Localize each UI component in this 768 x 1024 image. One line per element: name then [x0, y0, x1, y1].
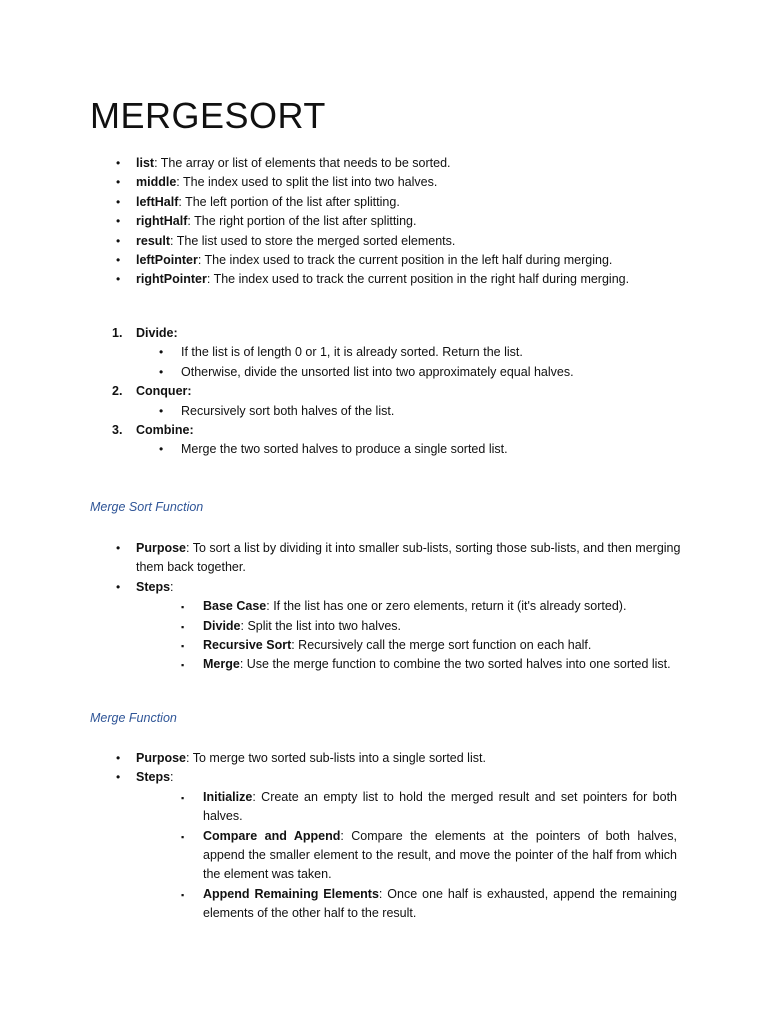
purpose-label: Purpose	[136, 751, 187, 765]
list-item	[0, 402, 768, 421]
step-desc: : Recursively call the merge sort function on each half.	[291, 638, 592, 653]
list-item	[0, 363, 768, 382]
square-bullet-icon: ▪	[181, 889, 185, 900]
step-term: Base Case	[203, 599, 267, 614]
list-item	[0, 232, 768, 251]
square-bullet-icon: ▪	[181, 660, 185, 671]
phases-list	[0, 324, 768, 460]
term: middle	[136, 175, 177, 190]
step-desc: : Split the list into two halves.	[240, 618, 402, 633]
bullet-icon: •	[159, 403, 164, 418]
bullet-icon: •	[116, 770, 121, 785]
term: rightHalf	[136, 214, 188, 229]
list-item	[0, 885, 768, 924]
steps-label: Steps	[136, 579, 171, 594]
square-bullet-icon: ▪	[181, 792, 185, 803]
list-item	[0, 617, 768, 636]
list-item	[0, 827, 768, 885]
square-bullet-icon: ▪	[181, 831, 185, 842]
purpose-label: Purpose	[136, 541, 187, 555]
bullet-icon: •	[159, 364, 164, 379]
merge-sort-heading: Merge Sort Function	[90, 500, 204, 514]
list-item	[0, 768, 768, 787]
bullet-icon: •	[116, 156, 121, 170]
list-item	[0, 578, 768, 597]
term: leftPointer	[136, 253, 198, 268]
steps-label: Steps	[136, 770, 171, 785]
bullet-icon: •	[116, 214, 121, 229]
purpose-text: : To merge two sorted sub-lists into a single sorted list.	[186, 751, 486, 765]
square-bullet-icon: ▪	[181, 621, 185, 632]
bullet-icon: •	[116, 541, 121, 555]
steps-colon: :	[170, 770, 174, 785]
square-bullet-icon: ▪	[181, 641, 185, 652]
phase-number: 2.	[112, 384, 123, 399]
bullet-icon: •	[116, 751, 121, 765]
phase-detail: If the list is of length 0 or 1, it is already sorted. Return the list.	[181, 345, 523, 360]
step-term: Recursive Sort	[203, 638, 292, 653]
phase-item	[0, 324, 768, 343]
bullet-icon: •	[116, 175, 121, 190]
phase-detail: Merge the two sorted halves to produce a single sorted list.	[181, 442, 508, 457]
merge-sort-section	[0, 539, 768, 675]
term: result	[136, 233, 171, 248]
step-term: Compare and Append	[203, 828, 341, 843]
description: : The left portion of the list after splitting.	[178, 194, 400, 209]
phase-label: Combine:	[136, 423, 194, 438]
variables-list	[0, 154, 768, 290]
list-item	[0, 597, 768, 616]
description: : The array or list of elements that needs to be sorted.	[154, 156, 451, 170]
step-desc: : Use the merge function to combine the two sorted halves into one sorted list.	[239, 657, 671, 672]
list-item	[0, 636, 768, 655]
description: : The list used to store the merged sorted elements.	[170, 233, 456, 248]
description: : The index used to track the current position in the left half during merging.	[197, 253, 613, 268]
list-item	[0, 193, 768, 212]
bullet-icon: •	[159, 345, 164, 360]
list-item	[0, 154, 768, 173]
step-term: Divide	[203, 618, 241, 633]
description: : The index used to split the list into two halves.	[176, 175, 438, 190]
step-desc: : Compare the elements at the pointers of both halves, append the smaller element to the result, and move the pointer of the half from which the element was taken.	[203, 828, 677, 882]
bullet-icon: •	[159, 442, 164, 457]
term: leftHalf	[136, 194, 179, 209]
description: : The index used to track the current position in the right half during merging.	[206, 272, 630, 287]
bullet-icon: •	[116, 272, 121, 287]
bullet-icon: •	[116, 233, 121, 248]
list-item	[0, 343, 768, 362]
phase-number: 3.	[112, 423, 123, 438]
step-term: Initialize	[203, 789, 253, 804]
steps-colon: :	[170, 579, 174, 594]
purpose-text: : To sort a list by dividing it into smaller sub-lists, sorting those sub-lists, and then merging them back together.	[136, 541, 681, 575]
list-item	[0, 440, 768, 459]
merge-heading: Merge Function	[90, 711, 177, 725]
bullet-icon: •	[116, 194, 121, 209]
bullet-icon: •	[116, 253, 121, 268]
description: : The right portion of the list after splitting.	[187, 214, 417, 229]
step-desc: : Once one half is exhausted, append the remaining elements of the other half to the result.	[203, 886, 677, 921]
list-item	[0, 749, 768, 768]
list-item	[0, 655, 768, 674]
phase-label: Divide:	[136, 326, 178, 340]
list-item	[0, 212, 768, 231]
list-item	[0, 173, 768, 192]
square-bullet-icon: ▪	[181, 602, 185, 613]
term: list	[136, 156, 155, 170]
step-term: Append Remaining Elements	[203, 886, 379, 901]
merge-section	[0, 749, 768, 924]
phase-label: Conquer:	[136, 384, 192, 399]
list-item	[0, 270, 768, 289]
bullet-icon: •	[116, 579, 121, 594]
list-item	[0, 539, 768, 578]
phase-item	[0, 382, 768, 401]
page-title: MERGESORT	[90, 95, 326, 136]
term: rightPointer	[136, 272, 207, 287]
phase-detail: Otherwise, divide the unsorted list into two approximately equal halves.	[181, 364, 574, 379]
phase-detail: Recursively sort both halves of the list.	[181, 403, 395, 418]
phase-number: 1.	[112, 326, 123, 340]
list-item	[0, 251, 768, 270]
step-desc: : If the list has one or zero elements, return it (it's already sorted).	[266, 599, 627, 614]
step-desc: : Create an empty list to hold the merged result and set pointers for both halves.	[203, 789, 677, 824]
list-item	[0, 788, 768, 827]
step-term: Merge	[203, 657, 240, 672]
phase-item	[0, 421, 768, 440]
